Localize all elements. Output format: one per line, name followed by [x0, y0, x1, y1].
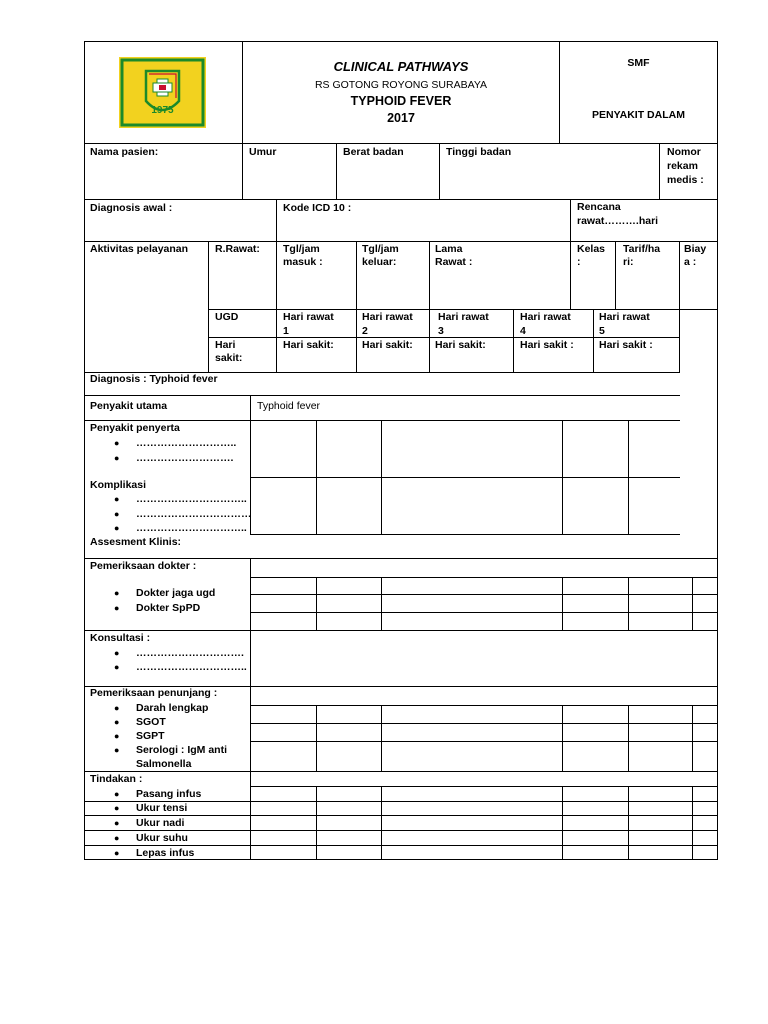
table-rule-vertical	[336, 143, 337, 200]
table-rule-horizontal	[84, 241, 718, 242]
bullet-icon: ●	[114, 438, 120, 448]
table-rule-vertical	[593, 309, 594, 373]
actions-label: Tindakan :	[90, 773, 143, 785]
bullet-icon: ●	[114, 648, 120, 658]
care-day-5-number: 5	[599, 325, 605, 337]
table-rule-horizontal	[208, 309, 718, 310]
table-rule-horizontal	[84, 630, 718, 631]
record-number-label-2: rekam	[667, 160, 698, 172]
table-rule-vertical	[316, 705, 317, 772]
action-item-1: Pasang infus	[136, 788, 202, 800]
complication-label: Komplikasi	[90, 479, 147, 491]
form-title: CLINICAL PATHWAYS	[333, 59, 469, 74]
action-item-2: Ukur tensi	[136, 802, 188, 814]
weight-label: Berat badan	[343, 146, 404, 158]
care-day-2-label: Hari rawat	[362, 311, 413, 323]
action-item-3: Ukur nadi	[136, 817, 185, 829]
sick-day-2: Hari sakit:	[362, 339, 413, 351]
length-of-stay-label-1: Lama	[435, 243, 463, 255]
assessment-label: Assesment Klinis:	[90, 536, 182, 548]
bullet-icon: ●	[114, 603, 120, 613]
comorbid-item-2: ……………………….	[136, 452, 234, 464]
table-rule-vertical	[717, 41, 718, 860]
bullet-icon: ●	[114, 494, 120, 504]
complication-item-1: …………………………..	[136, 493, 247, 505]
table-rule-vertical	[316, 420, 317, 535]
bullet-icon: ●	[114, 662, 120, 672]
care-day-3-number: 3	[438, 325, 444, 337]
consult-label: Konsultasi :	[90, 632, 151, 644]
support-item-2: SGOT	[136, 716, 166, 728]
cost-label-2: a :	[684, 256, 697, 268]
table-rule-vertical	[679, 241, 680, 373]
table-rule-vertical	[513, 309, 514, 373]
table-rule-horizontal	[84, 199, 718, 200]
support-item-4: Serologi : IgM anti	[136, 744, 227, 756]
bullet-icon: ●	[114, 588, 120, 598]
table-rule-horizontal	[84, 420, 680, 421]
admit-date-label-2: masuk :	[283, 256, 323, 268]
class-label-1: Kelas	[577, 243, 606, 255]
table-rule-horizontal	[208, 337, 680, 338]
discharge-date-label-1: Tgl/jam	[362, 243, 399, 255]
sick-day-4: Hari sakit :	[520, 339, 574, 351]
table-rule-vertical	[242, 41, 243, 144]
discharge-date-label-2: keluar:	[362, 256, 397, 268]
table-rule-horizontal	[250, 577, 718, 578]
table-rule-vertical	[570, 199, 571, 242]
table-rule-horizontal	[250, 723, 718, 724]
tariff-label-1: Tarif/ha	[623, 243, 661, 255]
table-rule-horizontal	[84, 558, 718, 559]
table-rule-vertical	[276, 241, 277, 373]
hospital-logo	[119, 57, 206, 128]
table-rule-vertical	[316, 577, 317, 631]
service-activity-label: Aktivitas pelayanan	[90, 243, 189, 255]
icd-code-label: Kode ICD 10 :	[283, 202, 352, 214]
table-rule-vertical	[628, 786, 629, 860]
bullet-icon: ●	[114, 848, 120, 858]
table-rule-vertical	[381, 705, 382, 772]
table-rule-vertical	[84, 41, 85, 860]
length-of-stay-label-2: Rawat :	[435, 256, 473, 268]
table-rule-vertical	[208, 241, 209, 373]
consult-item-2: …………………………..	[136, 661, 247, 673]
action-item-4: Ukur suhu	[136, 832, 188, 844]
table-rule-horizontal	[84, 143, 718, 144]
main-disease-label: Penyakit utama	[90, 400, 168, 412]
table-rule-vertical	[628, 420, 629, 535]
action-item-5: Lepas infus	[136, 847, 195, 859]
table-rule-vertical	[429, 241, 430, 373]
table-rule-vertical	[381, 786, 382, 860]
table-rule-vertical	[439, 143, 440, 200]
complication-item-2: ……………………………	[136, 508, 252, 520]
bullet-icon: ●	[114, 803, 120, 813]
patient-name-label: Nama pasien:	[90, 146, 159, 158]
table-rule-horizontal	[250, 534, 680, 535]
table-rule-vertical	[659, 143, 660, 200]
room-label: R.Rawat:	[215, 243, 260, 255]
table-rule-vertical	[381, 577, 382, 631]
table-rule-vertical	[628, 705, 629, 772]
doctor-exam-label: Pemeriksaan dokter :	[90, 560, 197, 572]
table-rule-horizontal	[250, 786, 718, 787]
support-item-3: SGPT	[136, 730, 165, 742]
tariff-label-2: ri:	[623, 256, 634, 268]
table-rule-horizontal	[250, 594, 718, 595]
record-number-label-1: Nomor	[667, 146, 701, 158]
complication-item-3: …………………………..	[136, 522, 247, 534]
bullet-icon: ●	[114, 818, 120, 828]
table-rule-horizontal	[250, 477, 680, 478]
table-rule-vertical	[276, 199, 277, 242]
table-rule-horizontal	[250, 741, 718, 742]
care-day-3-label: Hari rawat	[438, 311, 489, 323]
care-day-2-number: 2	[362, 325, 368, 337]
table-rule-vertical	[615, 241, 616, 310]
table-rule-vertical	[316, 786, 317, 860]
bullet-icon: ●	[114, 509, 120, 519]
support-exam-label: Pemeriksaan penunjang :	[90, 687, 218, 699]
table-rule-horizontal	[250, 612, 718, 613]
care-day-5-label: Hari rawat	[599, 311, 650, 323]
table-rule-vertical	[562, 420, 563, 535]
height-label: Tinggi badan	[446, 146, 512, 158]
bullet-icon: ●	[114, 789, 120, 799]
disease-title: TYPHOID FEVER	[350, 94, 452, 108]
table-rule-vertical	[381, 420, 382, 535]
table-rule-vertical	[562, 577, 563, 631]
record-number-label-3: medis :	[667, 174, 704, 186]
department-name: PENYAKIT DALAM	[592, 109, 685, 121]
care-day-4-number: 4	[520, 325, 526, 337]
bullet-icon: ●	[114, 453, 120, 463]
form-year: 2017	[387, 111, 415, 125]
bullet-icon: ●	[114, 523, 120, 533]
admit-date-label-1: Tgl/jam	[283, 243, 320, 255]
diagnosis-label: Diagnosis : Typhoid fever	[90, 373, 218, 385]
table-rule-vertical	[692, 577, 693, 631]
care-day-1-number: 1	[283, 325, 289, 337]
doctor-item-2: Dokter SpPD	[136, 602, 201, 614]
table-rule-horizontal	[84, 41, 718, 42]
sick-day-1: Hari sakit:	[283, 339, 334, 351]
table-rule-vertical	[570, 241, 571, 310]
table-rule-horizontal	[84, 395, 680, 396]
bullet-icon: ●	[114, 717, 120, 727]
sick-day-3: Hari sakit:	[435, 339, 486, 351]
care-plan-label-2: rawat……….hari	[577, 215, 659, 227]
table-rule-vertical	[356, 241, 357, 373]
main-disease-value: Typhoid fever	[257, 400, 321, 412]
initial-diagnosis-label: Diagnosis awal :	[90, 202, 173, 214]
cost-label-1: Biay	[684, 243, 707, 255]
class-label-2: :	[577, 256, 581, 268]
bullet-icon: ●	[114, 703, 120, 713]
sick-day-label-2: sakit:	[215, 352, 243, 364]
comorbid-item-1: ………………………..	[136, 437, 237, 449]
hospital-name: RS GOTONG ROYONG SURABAYA	[314, 79, 488, 91]
support-item-5: Salmonella	[136, 758, 192, 770]
sick-day-label-1: Hari	[215, 339, 236, 351]
table-rule-vertical	[692, 786, 693, 860]
table-rule-horizontal	[250, 705, 718, 706]
table-rule-vertical	[250, 558, 251, 860]
age-label: Umur	[249, 146, 277, 158]
table-rule-vertical	[562, 705, 563, 772]
svg-text:1975: 1975	[151, 105, 174, 116]
care-day-1-label: Hari rawat	[283, 311, 334, 323]
bullet-icon: ●	[114, 833, 120, 843]
doctor-item-1: Dokter jaga ugd	[136, 587, 216, 599]
comorbid-label: Penyakit penyerta	[90, 422, 180, 434]
sick-day-5: Hari sakit :	[599, 339, 653, 351]
bullet-icon: ●	[114, 731, 120, 741]
table-rule-vertical	[692, 705, 693, 772]
table-rule-vertical	[628, 577, 629, 631]
care-day-4-label: Hari rawat	[520, 311, 571, 323]
smf-label: SMF	[627, 57, 650, 69]
bullet-icon: ●	[114, 745, 120, 755]
table-rule-vertical	[242, 143, 243, 200]
consult-item-1: ………………………….	[136, 647, 244, 659]
table-rule-vertical	[562, 786, 563, 860]
support-item-1: Darah lengkap	[136, 702, 209, 714]
ugd-label: UGD	[215, 311, 239, 323]
care-plan-label-1: Rencana	[577, 201, 621, 213]
